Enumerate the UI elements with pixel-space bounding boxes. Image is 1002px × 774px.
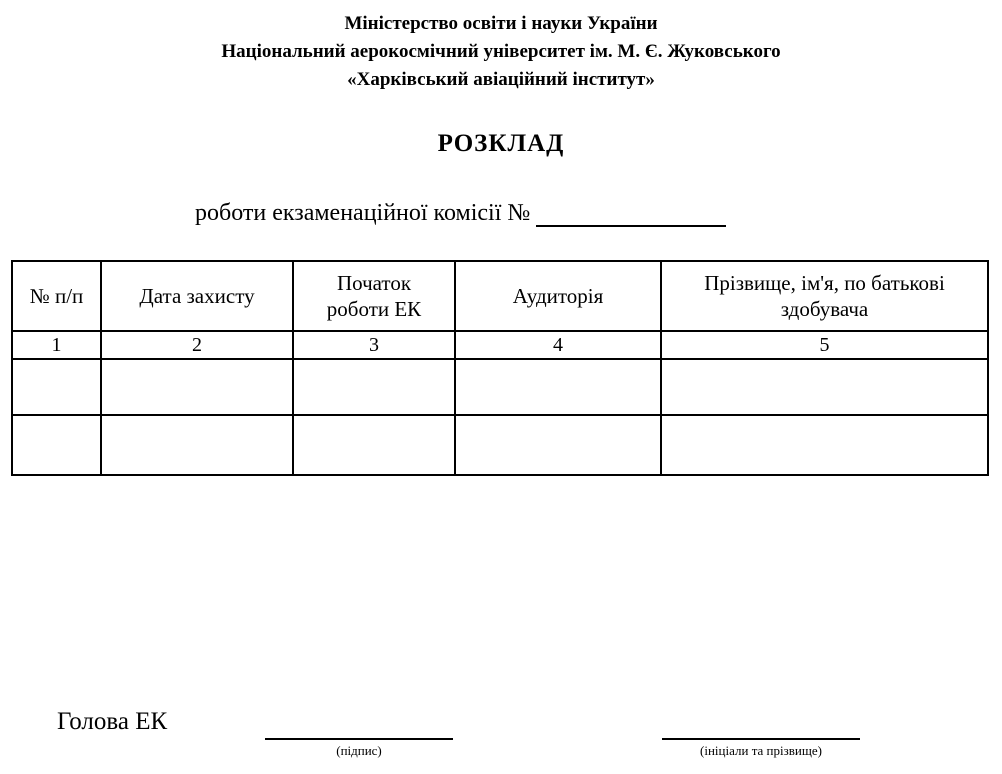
- signature-line: [265, 738, 453, 740]
- table-header-row: [12, 261, 988, 331]
- name-caption: (ініціали та прізвище): [700, 743, 822, 758]
- table-cell: [455, 359, 661, 415]
- col-header-start: [293, 261, 455, 331]
- table-cell: [293, 359, 455, 415]
- table-row: [12, 359, 988, 415]
- table-cell: [661, 415, 988, 475]
- commission-number-blank: [536, 201, 726, 227]
- signature-caption: (підпис): [336, 743, 382, 758]
- table-cell: [12, 359, 101, 415]
- table-cell: [661, 359, 988, 415]
- table-cell: [101, 415, 293, 475]
- col-header-student-name-text: Прізвище, ім'я, по батькові здобувача: [704, 271, 945, 321]
- table-cell: [101, 359, 293, 415]
- col-header-date: Дата захисту: [101, 261, 293, 331]
- col-header-start-text: Початок роботи ЕК: [326, 271, 422, 321]
- institution-header: [0, 10, 1002, 94]
- ministry-name: Міністерство освіти і науки України: [344, 13, 658, 34]
- col-header-number: № п/п: [12, 261, 101, 331]
- column-number-row: [12, 331, 988, 359]
- subtitle-text: роботи екзаменаційної комісії №: [195, 200, 531, 226]
- col-header-student-name: [661, 261, 988, 331]
- schedule-table: [11, 260, 989, 476]
- institute-name: «Харківський авіаційний інститут»: [347, 69, 655, 90]
- column-number: 5: [661, 331, 988, 359]
- col-header-room: Аудиторія: [455, 261, 661, 331]
- column-number: 2: [101, 331, 293, 359]
- table-cell: [455, 415, 661, 475]
- chairman-label: Голова ЕК: [57, 708, 168, 735]
- table-row: [12, 415, 988, 475]
- column-number: 1: [12, 331, 101, 359]
- column-number: 3: [293, 331, 455, 359]
- university-name: Національний аерокосмічний університет ім. М. Є. Жуковського: [221, 41, 781, 62]
- document-title: РОЗКЛАД: [437, 130, 565, 157]
- commission-subtitle: [195, 200, 726, 227]
- table-cell: [293, 415, 455, 475]
- name-line: [662, 738, 860, 740]
- column-number: 4: [455, 331, 661, 359]
- table-cell: [12, 415, 101, 475]
